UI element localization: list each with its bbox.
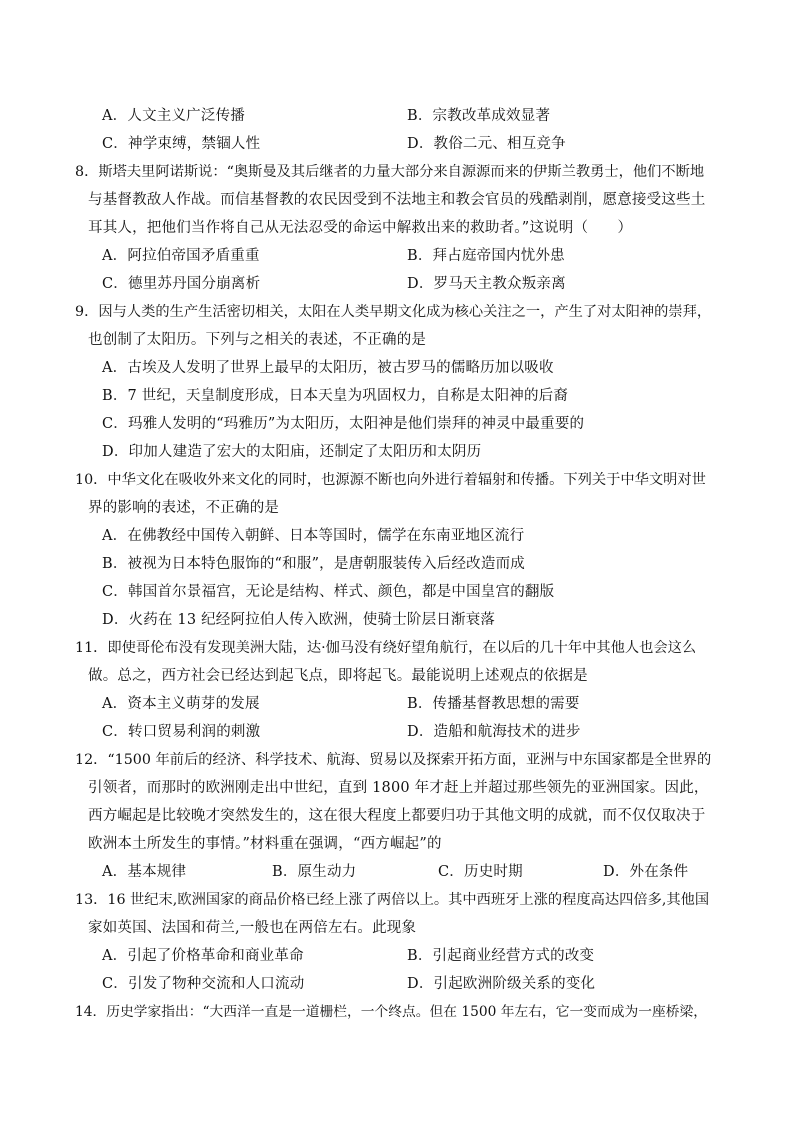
q13-stem-line: 13．16 世纪末,欧洲国家的商品价格已经上涨了两倍以上。其中西班牙上涨的程度高达四倍多,其他国 bbox=[75, 892, 710, 908]
q12-stem-line: 西方崛起是比较晚才突然发生的，这在很大程度上都要归功于其他文明的成就，而不仅仅取决于 bbox=[88, 808, 706, 824]
q12-option-d: D．外在条件 bbox=[603, 864, 689, 880]
q12-stem-line: 欧洲本土所发生的事情。”材料重在强调，“西方崛起”的 bbox=[88, 836, 442, 852]
q9-option-c: C．玛雅人发明的“玛雅历”为太阳历，太阳神是他们崇拜的神灵中最重要的 bbox=[102, 416, 585, 432]
q13-option-b: B．引起商业经营方式的改变 bbox=[407, 948, 595, 964]
q10-stem-line: 界的影响的表述，不正确的是 bbox=[88, 500, 280, 516]
q13-stem-line: 家如英国、法国和荷兰,一般也在两倍左右。此现象 bbox=[88, 920, 417, 936]
q12-stem-line: 引领者，而那时的欧洲刚走出中世纪，直到 1800 年才赶上并超过那些领先的亚洲国家。因此， bbox=[88, 780, 709, 796]
q7-option-c: C．神学束缚，禁锢人性 bbox=[102, 136, 261, 152]
q8-stem-line: 8．斯塔夫里阿诺斯说：“奥斯曼及其后继者的力量大部分来自源源而来的伊斯兰教勇士，他们不断地 bbox=[75, 164, 705, 180]
q7-option-d: D．教俗二元、相互竞争 bbox=[407, 136, 566, 152]
q12-option-a: A．基本规律 bbox=[102, 864, 187, 880]
q9-stem-line: 也创制了太阳历。下列与之相关的表述，不正确的是 bbox=[88, 332, 427, 348]
q12-option-c: C．历史时期 bbox=[438, 864, 523, 880]
q11-stem-line: 做。总之，西方社会已经达到起飞点，即将起飞。最能说明上述观点的依据是 bbox=[88, 668, 588, 684]
q13-option-c: C．引发了物种交流和人口流动 bbox=[102, 976, 305, 992]
q7-option-a: A．人文主义广泛传播 bbox=[102, 108, 245, 124]
q8-stem-line: 与基督教敌人作战。而信基督教的农民因受到不法地主和教会官员的残酷剥削，愿意接受这些土 bbox=[88, 192, 706, 208]
q8-option-c: C．德里苏丹国分崩离析 bbox=[102, 276, 261, 292]
q9-option-b: B．7 世纪，天皇制度形成，日本天皇为巩固权力，自称是太阳神的后裔 bbox=[102, 388, 569, 404]
q13-option-d: D．引起欧洲阶级关系的变化 bbox=[407, 976, 596, 992]
q8-option-d: D．罗马天主教众叛亲离 bbox=[407, 276, 566, 292]
q11-option-a: A．资本主义萌芽的发展 bbox=[102, 696, 260, 712]
q13-option-a: A．引起了价格革命和商业革命 bbox=[102, 948, 304, 964]
q12-stem-line: 12．“1500 年前后的经济、科学技术、航海、贸易以及探索开拓方面，亚洲与中东国家都是全世界的 bbox=[75, 752, 712, 768]
q8-option-b: B．拜占庭帝国内忧外患 bbox=[407, 248, 565, 264]
q8-option-a: A．阿拉伯帝国矛盾重重 bbox=[102, 248, 260, 264]
q10-option-b: B．被视为日本特色服饰的“和服”，是唐朝服装传入后经改造而成 bbox=[102, 556, 525, 572]
q9-stem-line: 9．因与人类的生产生活密切相关，太阳在人类早期文化成为核心关注之一，产生了对太阳神的崇拜， bbox=[75, 304, 712, 320]
q10-stem-line: 10．中华文化在吸收外来文化的同时，也源源不断也向外进行着辐射和传播。下列关于中华文明对世 bbox=[75, 472, 706, 488]
q9-option-d: D．印加人建造了宏大的太阳庙，还制定了太阳历和太阴历 bbox=[102, 444, 482, 460]
q11-option-c: C．转口贸易利润的刺激 bbox=[102, 724, 261, 740]
q10-option-a: A．在佛教经中国传入朝鲜、日本等国时，儒学在东南亚地区流行 bbox=[102, 528, 525, 544]
q14-stem-line: 14．历史学家指出：“大西洋一直是一道栅栏，一个终点。但在 1500 年左右，它一变而成为一座桥梁， bbox=[75, 1004, 708, 1020]
q10-option-d: D．火药在 13 纪经阿拉伯人传入欧洲，使骑士阶层日渐衰落 bbox=[102, 612, 496, 628]
q12-option-b: B．原生动力 bbox=[272, 864, 357, 880]
q8-stem-line: 耳其人，把他们当作将自己从无法忍受的命运中解救出来的救助者。”这说明（ ） bbox=[88, 220, 633, 236]
q10-option-c: C．韩国首尔景福宫，无论是结构、样式、颜色，都是中国皇宫的翻版 bbox=[102, 584, 555, 600]
q11-option-d: D．造船和航海技术的进步 bbox=[407, 724, 581, 740]
q11-option-b: B．传播基督教思想的需要 bbox=[407, 696, 580, 712]
q9-option-a: A．古埃及人发明了世界上最早的太阳历，被古罗马的儒略历加以吸收 bbox=[102, 360, 554, 376]
q11-stem-line: 11．即使哥伦布没有发现美洲大陆，达·伽马没有绕好望角航行，在以后的几十年中其他人也会这么 bbox=[75, 640, 697, 656]
q7-option-b: B．宗教改革成效显著 bbox=[407, 108, 551, 124]
